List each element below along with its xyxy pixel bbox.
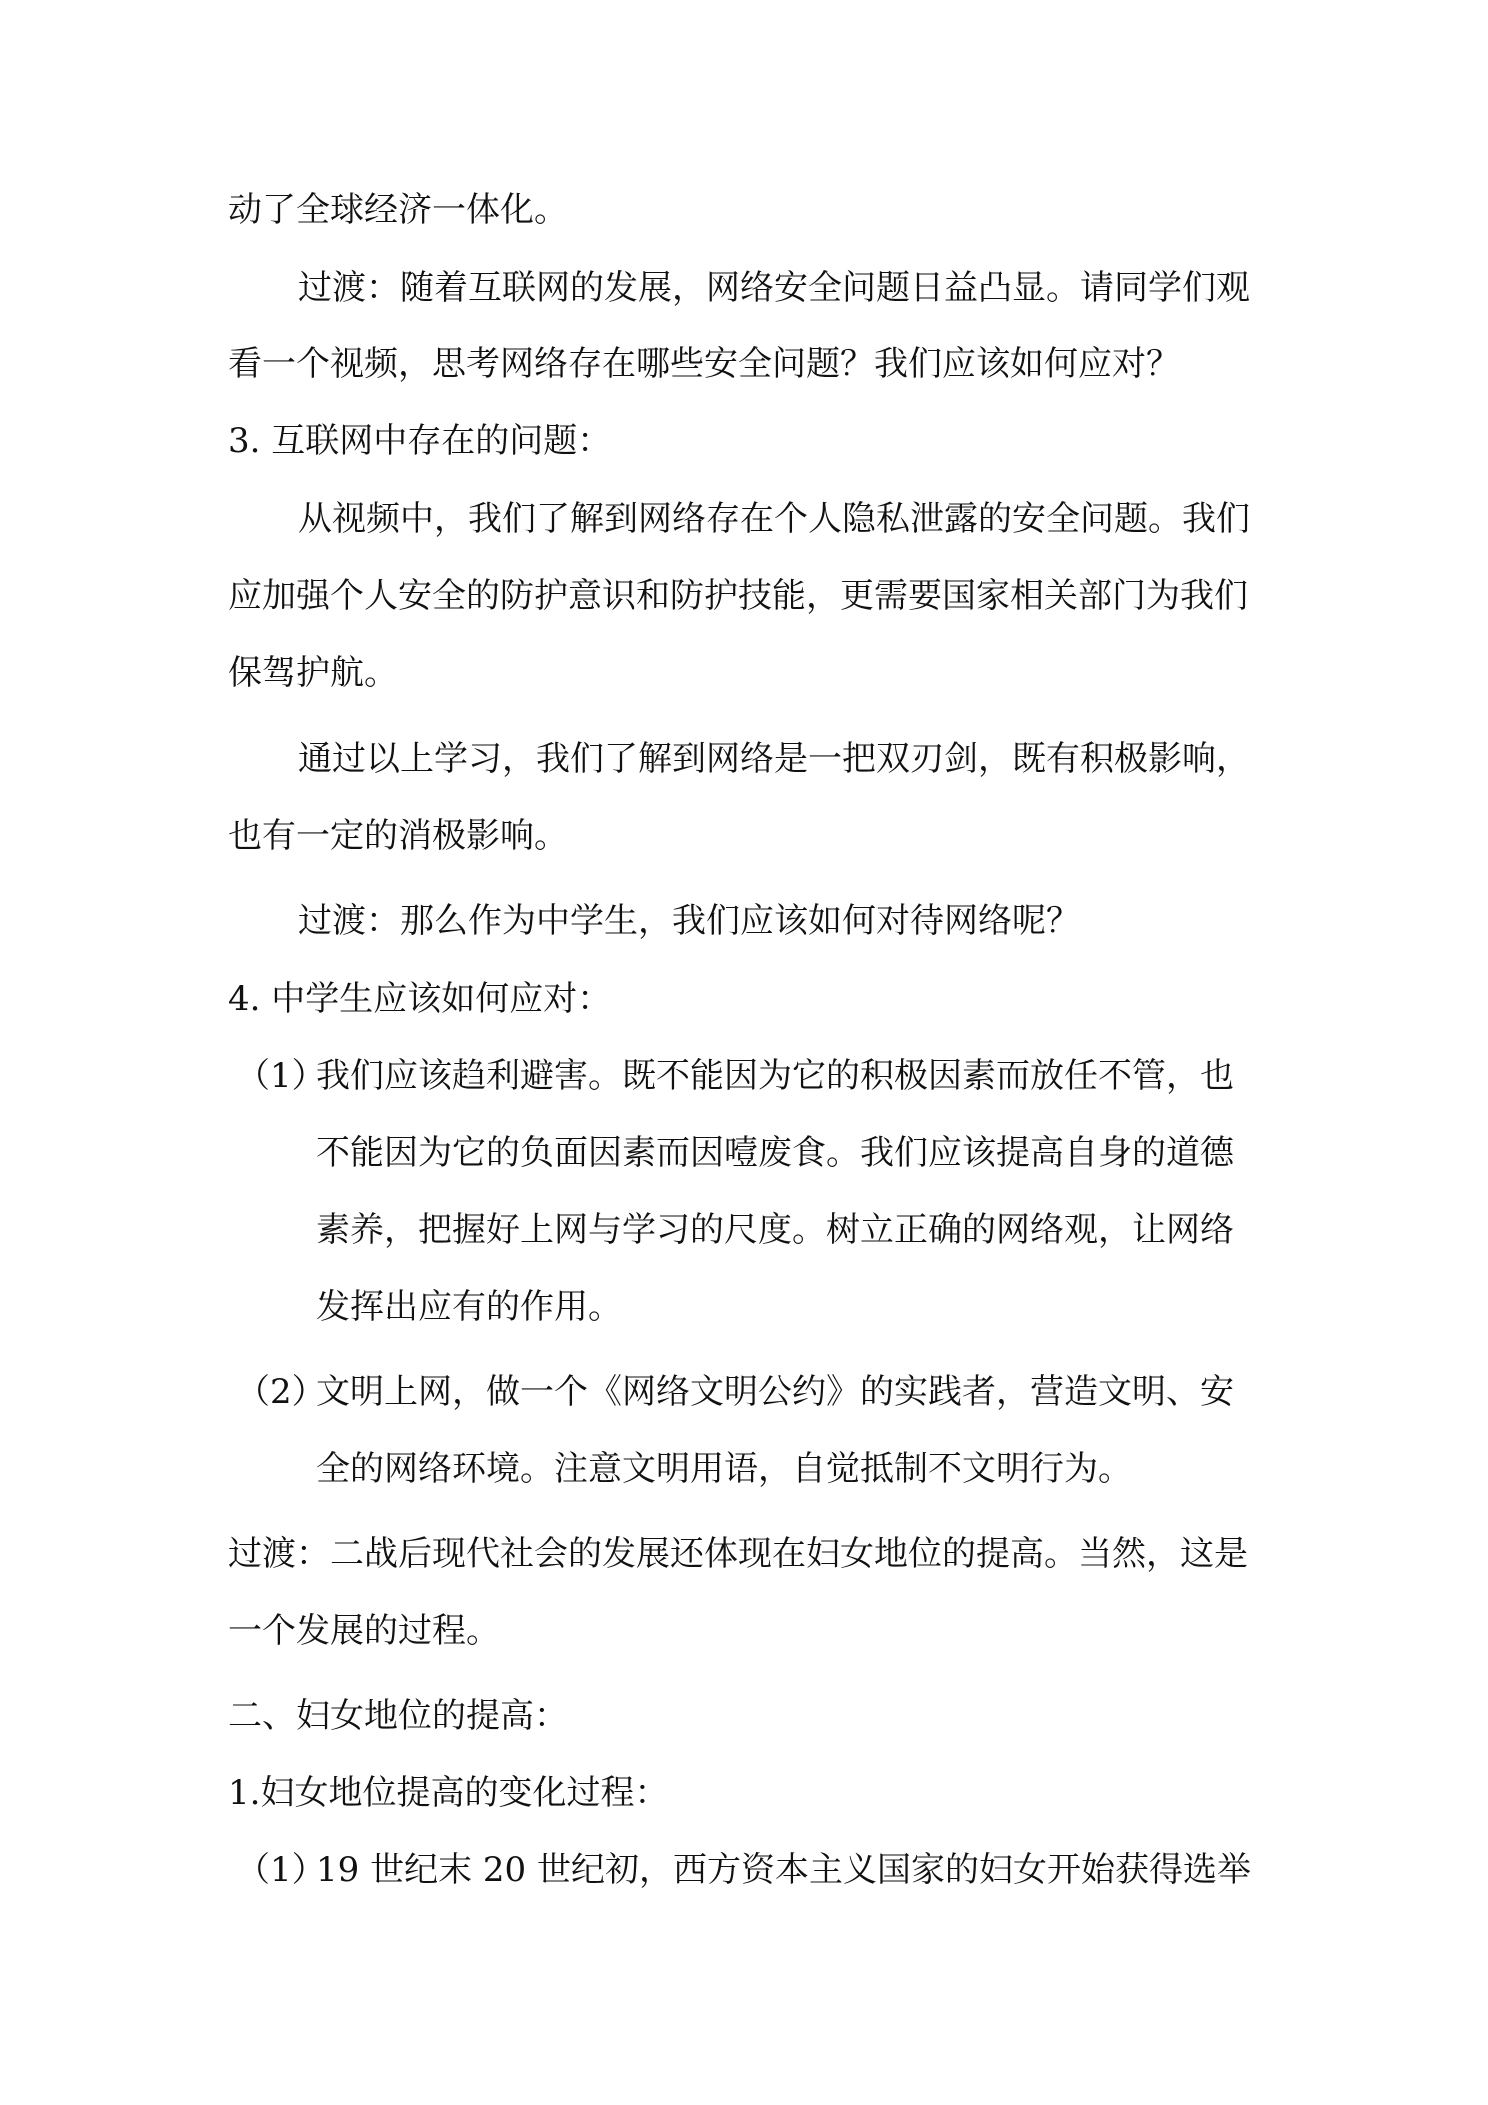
- list-item-line: 发挥出应有的作用。: [316, 1287, 622, 1327]
- text-line: 也有一定的消极影响。: [228, 816, 568, 856]
- text-line: 保驾护航。: [228, 653, 398, 693]
- text-line: 一个发展的过程。: [228, 1611, 500, 1651]
- list-item-line: 不能因为它的负面因素而因噎废食。我们应该提高自身的道德: [316, 1133, 1234, 1173]
- text-line: 过渡：随着互联网的发展，网络安全问题日益凸显。请同学们观: [298, 268, 1250, 308]
- section-heading: 1.妇女地位提高的变化过程：: [228, 1773, 669, 1813]
- text-line: 看一个视频，思考网络存在哪些安全问题？我们应该如何应对？: [228, 344, 1180, 384]
- section-heading: 二、妇女地位的提高：: [228, 1696, 568, 1736]
- text-line: 从视频中，我们了解到网络存在个人隐私泄露的安全问题。我们: [298, 499, 1250, 539]
- section-heading: 4. 中学生应该如何应对：: [228, 979, 612, 1019]
- list-marker: （2）: [236, 1372, 326, 1412]
- text-line: 过渡：那么作为中学生，我们应该如何对待网络呢？: [298, 901, 1080, 941]
- text-line: 动了全球经济一体化。: [228, 190, 568, 230]
- text-line: 通过以上学习，我们了解到网络是一把双刃剑，既有积极影响，: [298, 739, 1250, 779]
- text-line: 应加强个人安全的防护意识和防护技能，更需要国家相关部门为我们: [228, 576, 1248, 616]
- text-line: 过渡：二战后现代社会的发展还体现在妇女地位的提高。当然，这是: [228, 1534, 1248, 1574]
- list-item-line: 文明上网，做一个《网络文明公约》的实践者，营造文明、安: [316, 1372, 1234, 1412]
- list-item-line: 19 世纪末 20 世纪初，西方资本主义国家的妇女开始获得选举: [316, 1850, 1251, 1890]
- list-item-line: 全的网络环境。注意文明用语，自觉抵制不文明行为。: [316, 1449, 1132, 1489]
- list-marker: （1）: [236, 1056, 326, 1096]
- list-item-line: 素养，把握好上网与学习的尺度。树立正确的网络观，让网络: [316, 1210, 1234, 1250]
- list-item-line: 我们应该趋利避害。既不能因为它的积极因素而放任不管，也: [316, 1056, 1234, 1096]
- list-marker: （1）: [236, 1850, 326, 1890]
- section-heading: 3. 互联网中存在的问题：: [228, 421, 612, 461]
